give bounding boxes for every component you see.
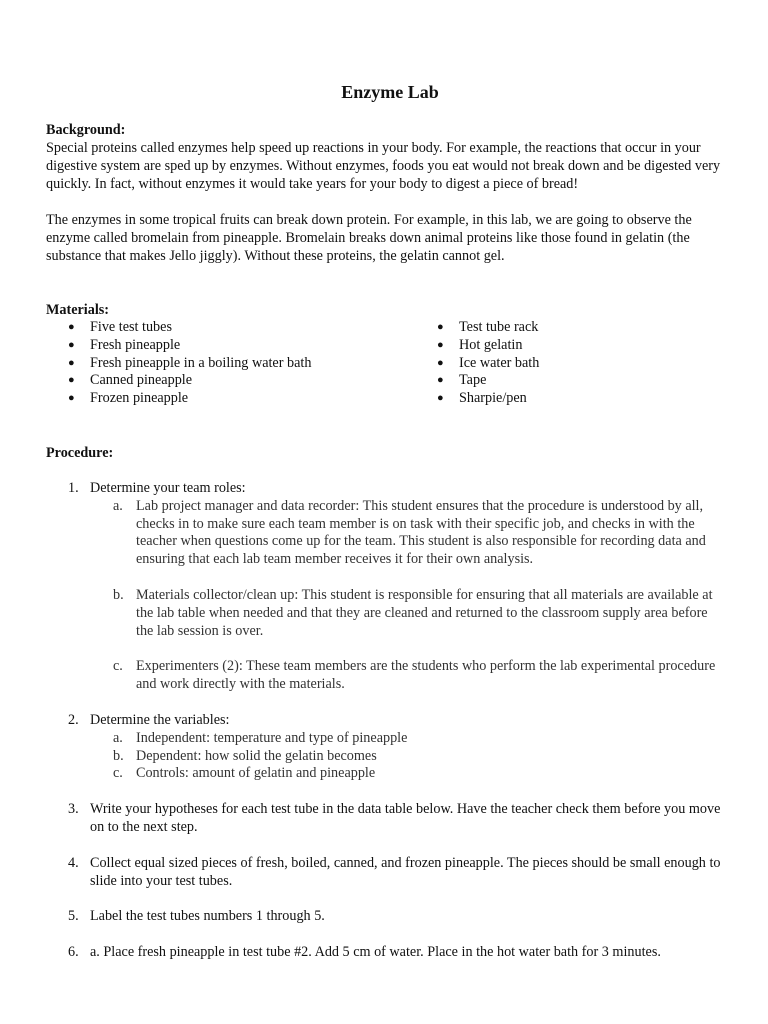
step-number: 5. bbox=[68, 908, 79, 925]
sub-step-list bbox=[90, 730, 726, 783]
procedure-steps bbox=[46, 480, 726, 962]
sub-step bbox=[90, 658, 726, 694]
sub-step-text: Experimenters (2): These team members are the students who perform the lab experimental procedure and work directly with the materials. bbox=[136, 658, 716, 693]
list-item: ● Test tube rack bbox=[437, 319, 539, 335]
sub-step-list bbox=[90, 498, 726, 694]
sub-step bbox=[90, 587, 726, 640]
bullet-icon: ● bbox=[68, 338, 75, 351]
list-item: ● Frozen pineapple bbox=[68, 390, 189, 407]
step-number: 2. bbox=[68, 711, 79, 728]
list-item: ● Five test tubes bbox=[68, 319, 172, 335]
bullet-icon: ● bbox=[437, 392, 444, 405]
materials-right-column bbox=[437, 319, 539, 408]
sub-step bbox=[90, 498, 726, 569]
bullet-icon: ● bbox=[68, 356, 75, 369]
sub-step bbox=[90, 748, 726, 766]
procedure-step-4 bbox=[46, 855, 726, 891]
sub-step-letter: c. bbox=[113, 658, 123, 675]
sub-step-text: Controls: amount of gelatin and pineapple bbox=[136, 765, 376, 782]
sub-step bbox=[90, 730, 726, 748]
bullet-icon: ● bbox=[68, 321, 75, 333]
list-item: ● Fresh pineapple in a boiling water bath bbox=[68, 354, 312, 371]
document-page bbox=[46, 82, 726, 980]
list-item: ● Canned pineapple bbox=[68, 372, 193, 389]
background-heading: Background: bbox=[46, 122, 126, 138]
sub-step-letter: a. bbox=[113, 497, 123, 514]
list-item: ● Fresh pineapple bbox=[68, 336, 181, 353]
list-item: ● Tape bbox=[437, 372, 487, 389]
step-text: Determine the variables: bbox=[90, 711, 230, 728]
materials-left-column bbox=[46, 319, 437, 408]
step-text: Write your hypotheses for each test tube in the data table below. Have the teacher check them before you move on to the next step. bbox=[90, 801, 721, 835]
step-number: 1. bbox=[68, 479, 79, 496]
procedure-step-5 bbox=[46, 908, 726, 926]
bullet-icon: ● bbox=[437, 338, 444, 351]
bullet-icon: ● bbox=[437, 374, 444, 387]
step-text: Label the test tubes numbers 1 through 5. bbox=[90, 908, 325, 925]
materials-list bbox=[46, 319, 726, 408]
materials-heading: Materials: bbox=[46, 302, 110, 318]
procedure-heading: Procedure: bbox=[46, 444, 114, 461]
bullet-icon: ● bbox=[437, 321, 444, 333]
procedure-step-1 bbox=[46, 480, 726, 694]
sub-step-letter: b. bbox=[113, 747, 124, 764]
step-number: 4. bbox=[68, 854, 79, 871]
bullet-icon: ● bbox=[68, 374, 75, 387]
sub-step-text: Independent: temperature and type of pineapple bbox=[136, 729, 408, 746]
sub-step-text: Lab project manager and data recorder: This student ensures that the procedure is understood by all, checks in to make sure each team member is on task with their specific job, and checks in with the teacher when questions come up for the team. This student is also responsible for recording data and ensuring that each lab team member receives it for their own analysis. bbox=[136, 497, 706, 568]
background-paragraph-1: Special proteins called enzymes help speed up reactions in your body. For example, the reactions that occur in your digestive system are sped up by enzymes. Without enzymes, foods you eat would not break down and be digested very quickly. In fact, without enzymes it would take years for your body to digest a piece of bread! bbox=[46, 140, 721, 192]
sub-step bbox=[90, 765, 726, 783]
bullet-icon: ● bbox=[437, 356, 444, 369]
bullet-icon: ● bbox=[68, 392, 75, 405]
list-item: ● Hot gelatin bbox=[437, 336, 523, 353]
list-item: ● Sharpie/pen bbox=[437, 390, 527, 407]
procedure-step-2 bbox=[46, 712, 726, 783]
step-text: Determine your team roles: bbox=[90, 479, 246, 496]
step-number: 6. bbox=[68, 944, 79, 961]
procedure-step-6 bbox=[46, 944, 726, 962]
procedure-step-3 bbox=[46, 801, 726, 837]
list-item: ● Ice water bath bbox=[437, 354, 540, 371]
sub-step-letter: b. bbox=[113, 586, 124, 603]
step-text: a. Place fresh pineapple in test tube #2. Add 5 cm of water. Place in the hot water bath for 3 minutes. bbox=[90, 944, 661, 961]
document-title: Enzyme Lab bbox=[341, 82, 439, 102]
step-number: 3. bbox=[68, 801, 79, 818]
step-text: Collect equal sized pieces of fresh, boiled, canned, and frozen pineapple. The pieces should be small enough to slide into your test tubes. bbox=[90, 854, 721, 889]
sub-step-text: Dependent: how solid the gelatin becomes bbox=[136, 747, 377, 764]
background-paragraph-2: The enzymes in some tropical fruits can break down protein. For example, in this lab, we are going to observe the enzyme called bromelain from pineapple. Bromelain breaks down animal proteins like those found in gelatin (the substance that makes Jello jiggly). Without these proteins, the gelatin cannot gel. bbox=[46, 212, 692, 264]
sub-step-letter: c. bbox=[113, 765, 123, 782]
sub-step-letter: a. bbox=[113, 729, 123, 746]
sub-step-text: Materials collector/clean up: This student is responsible for ensuring that all materials are available at the lab table when needed and that they are cleaned and returned to the classroom supply area before the lab session is over. bbox=[136, 586, 713, 639]
